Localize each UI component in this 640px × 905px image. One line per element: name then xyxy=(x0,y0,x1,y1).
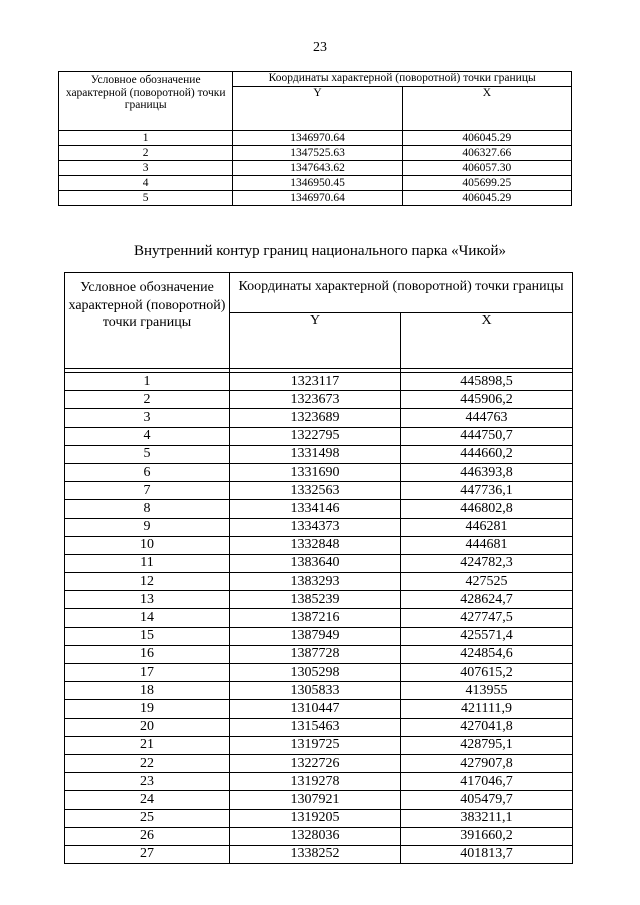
point-number-cell: 17 xyxy=(65,664,230,682)
coord-y-cell: 1383293 xyxy=(230,573,401,591)
coord-x-cell: 444750,7 xyxy=(401,427,573,445)
coord-x-cell: 428795,1 xyxy=(401,736,573,754)
coord-y-cell: 1315463 xyxy=(230,718,401,736)
coord-y-cell: 1338252 xyxy=(230,845,401,863)
coord-y-cell: 1346970.64 xyxy=(233,131,402,146)
table-row xyxy=(65,700,573,718)
table-row xyxy=(65,736,573,754)
point-number-cell: 19 xyxy=(65,700,230,718)
coord-x-cell: 445906,2 xyxy=(401,391,573,409)
coord-x-cell: 445898,5 xyxy=(401,373,573,391)
coord-y-cell: 1322726 xyxy=(230,754,401,772)
coord-y-cell: 1305298 xyxy=(230,664,401,682)
point-number-cell: 15 xyxy=(65,627,230,645)
coord-x-cell: 424782,3 xyxy=(401,554,573,572)
table-row xyxy=(65,445,573,463)
coord-y-cell: 1347643.62 xyxy=(233,161,402,176)
coord-x-cell: 401813,7 xyxy=(401,845,573,863)
point-number-cell: 18 xyxy=(65,682,230,700)
point-number-cell: 5 xyxy=(65,445,230,463)
coord-y-cell: 1387949 xyxy=(230,627,401,645)
coord-y-cell: 1346970.64 xyxy=(233,191,402,206)
table-row xyxy=(65,827,573,845)
table-row xyxy=(59,176,572,191)
coord-x-cell: 425571,4 xyxy=(401,627,573,645)
table-row xyxy=(59,191,572,206)
coord-y-cell: 1387728 xyxy=(230,645,401,663)
point-number-cell: 16 xyxy=(65,645,230,663)
point-number-cell: 27 xyxy=(65,845,230,863)
table-row xyxy=(65,427,573,445)
coord-y-cell: 1323673 xyxy=(230,391,401,409)
table-row xyxy=(59,131,572,146)
coord-y-cell: 1347525.63 xyxy=(233,146,402,161)
coord-x-cell: 446281 xyxy=(401,518,573,536)
coord-x-cell: 406045.29 xyxy=(402,131,571,146)
table-row xyxy=(65,409,573,427)
coord-y-cell: 1385239 xyxy=(230,591,401,609)
table2-header-label: Условное обозначение характерной (поворотной) точки границы xyxy=(65,273,230,369)
coordinates-table-2 xyxy=(64,272,573,864)
coord-y-cell: 1346950.45 xyxy=(233,176,402,191)
table2-col-x: X xyxy=(401,313,573,369)
point-number-cell: 26 xyxy=(65,827,230,845)
point-number-cell: 6 xyxy=(65,463,230,481)
coord-y-cell: 1319278 xyxy=(230,773,401,791)
coord-x-cell: 421111,9 xyxy=(401,700,573,718)
point-number-cell: 8 xyxy=(65,500,230,518)
table-row xyxy=(65,536,573,554)
coord-y-cell: 1383640 xyxy=(230,554,401,572)
point-number-cell: 11 xyxy=(65,554,230,572)
point-number-cell: 3 xyxy=(59,161,233,176)
table2-col-y: Y xyxy=(230,313,401,369)
coord-y-cell: 1319725 xyxy=(230,736,401,754)
table-row xyxy=(65,773,573,791)
point-number-cell: 3 xyxy=(65,409,230,427)
table1-col-y: Y xyxy=(233,87,402,131)
coord-x-cell: 406327.66 xyxy=(402,146,571,161)
table-row xyxy=(59,161,572,176)
table1-col-x: X xyxy=(402,87,571,131)
coord-y-cell: 1331690 xyxy=(230,463,401,481)
point-number-cell: 12 xyxy=(65,573,230,591)
coord-x-cell: 406057.30 xyxy=(402,161,571,176)
coord-y-cell: 1307921 xyxy=(230,791,401,809)
coord-x-cell: 447736,1 xyxy=(401,482,573,500)
table-row xyxy=(65,845,573,863)
coord-x-cell: 413955 xyxy=(401,682,573,700)
section-title: Внутренний контур границ национального парка «Чикой» xyxy=(133,243,506,259)
table-row xyxy=(65,682,573,700)
table2-header-coords: Координаты характерной (поворотной) точки границы xyxy=(230,273,573,313)
point-number-cell: 4 xyxy=(59,176,233,191)
point-number-cell: 2 xyxy=(65,391,230,409)
coord-y-cell: 1332848 xyxy=(230,536,401,554)
point-number-cell: 22 xyxy=(65,754,230,772)
coord-x-cell: 383211,1 xyxy=(401,809,573,827)
coord-y-cell: 1323117 xyxy=(230,373,401,391)
table-row xyxy=(65,482,573,500)
coord-x-cell: 427041,8 xyxy=(401,718,573,736)
point-number-cell: 5 xyxy=(59,191,233,206)
table1-header-label: Условное обозначение характерной (поворотной) точки границы xyxy=(59,72,233,131)
point-number-cell: 2 xyxy=(59,146,233,161)
coord-y-cell: 1331498 xyxy=(230,445,401,463)
coord-y-cell: 1334373 xyxy=(230,518,401,536)
coord-x-cell: 446802,8 xyxy=(401,500,573,518)
coord-y-cell: 1310447 xyxy=(230,700,401,718)
coord-x-cell: 427525 xyxy=(401,573,573,591)
coord-y-cell: 1323689 xyxy=(230,409,401,427)
coord-y-cell: 1387216 xyxy=(230,609,401,627)
point-number-cell: 10 xyxy=(65,536,230,554)
coord-x-cell: 417046,7 xyxy=(401,773,573,791)
point-number-cell: 4 xyxy=(65,427,230,445)
coord-x-cell: 444660,2 xyxy=(401,445,573,463)
point-number-cell: 24 xyxy=(65,791,230,809)
table-row xyxy=(65,518,573,536)
table-row xyxy=(65,391,573,409)
coord-x-cell: 428624,7 xyxy=(401,591,573,609)
point-number-cell: 14 xyxy=(65,609,230,627)
table-row xyxy=(65,754,573,772)
coord-x-cell: 406045.29 xyxy=(402,191,571,206)
coord-x-cell: 427907,8 xyxy=(401,754,573,772)
coord-x-cell: 405479,7 xyxy=(401,791,573,809)
coord-y-cell: 1322795 xyxy=(230,427,401,445)
point-number-cell: 25 xyxy=(65,809,230,827)
point-number-cell: 1 xyxy=(65,373,230,391)
table-row xyxy=(59,146,572,161)
coord-y-cell: 1332563 xyxy=(230,482,401,500)
table-row xyxy=(65,500,573,518)
coord-y-cell: 1319205 xyxy=(230,809,401,827)
coord-y-cell: 1305833 xyxy=(230,682,401,700)
coord-x-cell: 444681 xyxy=(401,536,573,554)
coord-x-cell: 444763 xyxy=(401,409,573,427)
table-row xyxy=(65,809,573,827)
table-row xyxy=(65,627,573,645)
table-row xyxy=(65,463,573,481)
page-number: 23 xyxy=(313,40,327,55)
point-number-cell: 20 xyxy=(65,718,230,736)
point-number-cell: 7 xyxy=(65,482,230,500)
coord-y-cell: 1334146 xyxy=(230,500,401,518)
point-number-cell: 9 xyxy=(65,518,230,536)
table-row xyxy=(65,791,573,809)
coord-x-cell: 407615,2 xyxy=(401,664,573,682)
point-number-cell: 21 xyxy=(65,736,230,754)
table-row xyxy=(65,718,573,736)
table-row xyxy=(65,609,573,627)
table-row xyxy=(65,591,573,609)
coord-x-cell: 391660,2 xyxy=(401,827,573,845)
coord-x-cell: 446393,8 xyxy=(401,463,573,481)
table-row xyxy=(65,664,573,682)
coord-x-cell: 424854,6 xyxy=(401,645,573,663)
point-number-cell: 1 xyxy=(59,131,233,146)
table1-header-coords: Координаты характерной (поворотной) точки границы xyxy=(233,72,572,87)
point-number-cell: 23 xyxy=(65,773,230,791)
table-row xyxy=(65,373,573,391)
coord-x-cell: 405699.25 xyxy=(402,176,571,191)
coordinates-table-1 xyxy=(58,71,572,206)
coord-x-cell: 427747,5 xyxy=(401,609,573,627)
table-row xyxy=(65,645,573,663)
table-row xyxy=(65,573,573,591)
point-number-cell: 13 xyxy=(65,591,230,609)
table-row xyxy=(65,554,573,572)
coord-y-cell: 1328036 xyxy=(230,827,401,845)
